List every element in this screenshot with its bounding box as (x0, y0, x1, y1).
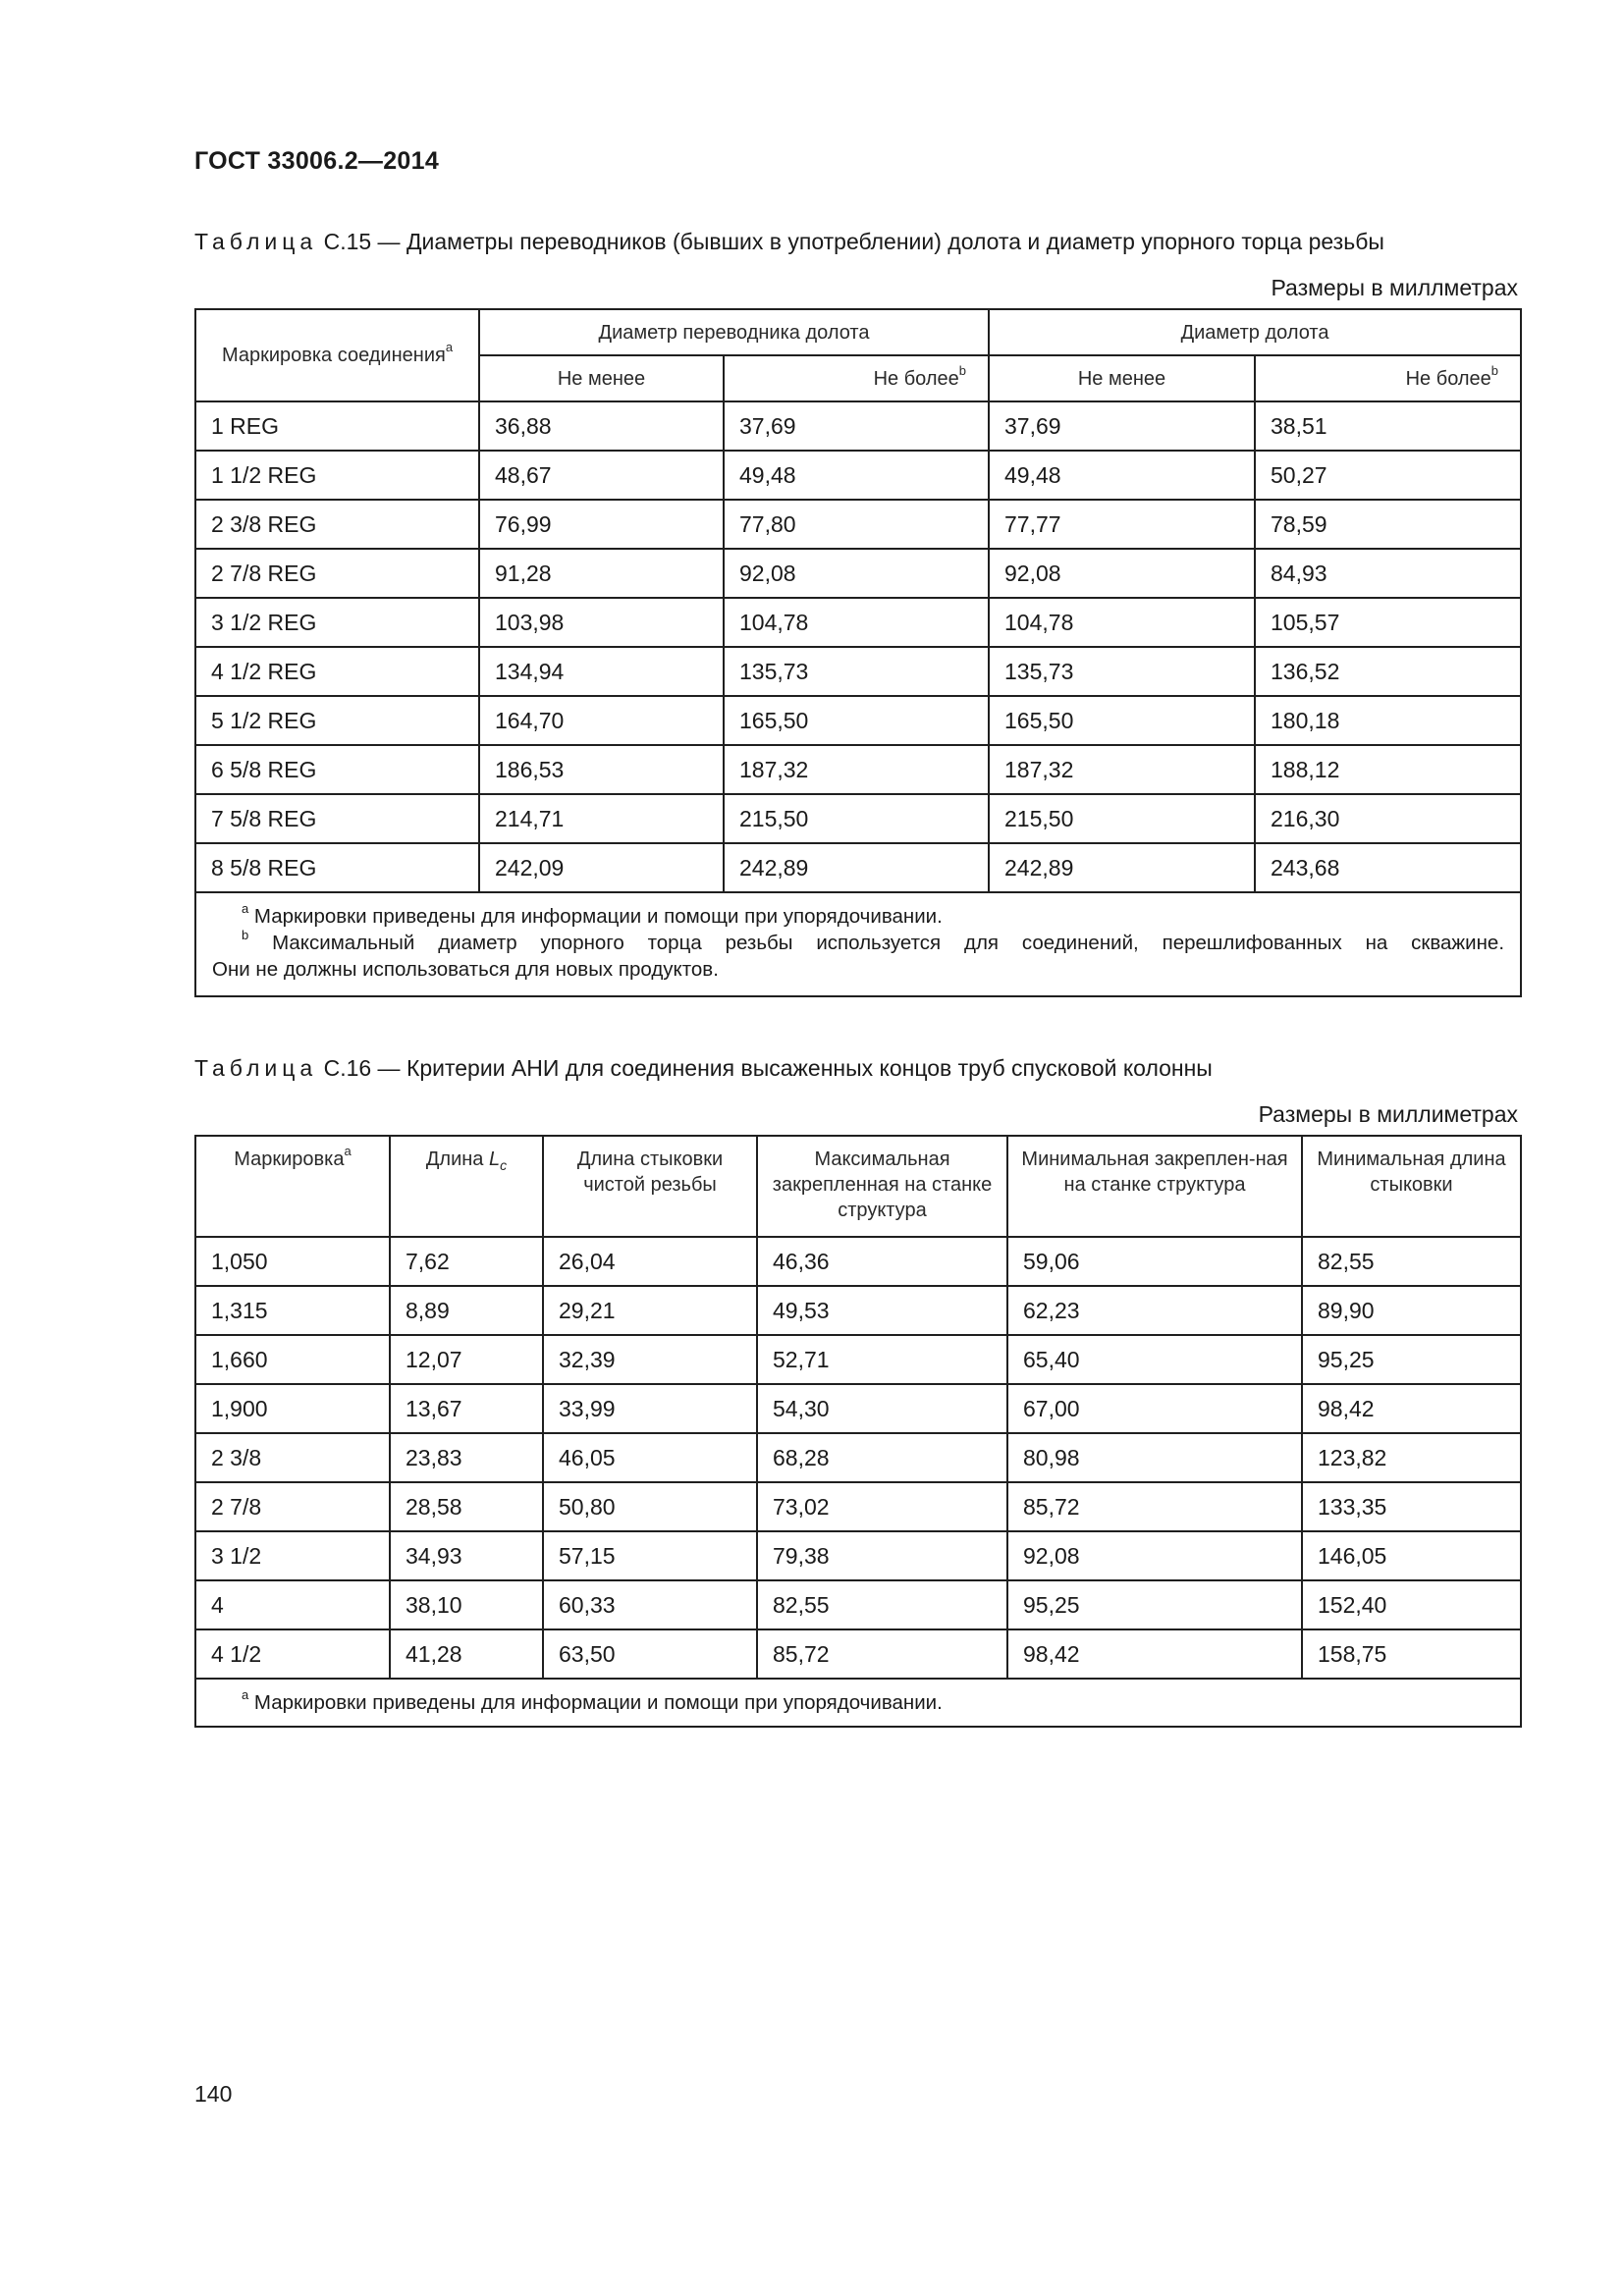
table-cell: 187,32 (989, 745, 1255, 794)
table-cell: 6 5/8 REG (195, 745, 479, 794)
table-cell: 104,78 (989, 598, 1255, 647)
table-cell: 8 5/8 REG (195, 843, 479, 892)
table-15-caption-text: С.15 — Диаметры переводников (бывших в употреблении) долота и диаметр упорного торца резьбы (317, 229, 1384, 254)
table-cell: 123,82 (1302, 1433, 1521, 1482)
table-row (195, 1531, 1521, 1580)
table-16 (194, 1135, 1522, 1728)
table-cell: 85,72 (1007, 1482, 1302, 1531)
table-cell: 104,78 (724, 598, 989, 647)
table-cell: 92,08 (989, 549, 1255, 598)
table-cell: 215,50 (989, 794, 1255, 843)
table-row (195, 843, 1521, 892)
table-row (195, 647, 1521, 696)
table-cell: 36,88 (479, 401, 724, 451)
table-cell: 68,28 (757, 1433, 1007, 1482)
footnote-b: $^b$ Максимальный диаметр упорного торца резьбы используется для соединений, перешлифованных на скважине. (242, 928, 1505, 954)
table-cell: 29,21 (543, 1286, 757, 1335)
table-cell: 243,68 (1255, 843, 1521, 892)
table-cell: 2 7/8 REG (195, 549, 479, 598)
table-cell: 49,48 (989, 451, 1255, 500)
table-cell: 214,71 (479, 794, 724, 843)
table-cell: 2 3/8 REG (195, 500, 479, 549)
table-cell: 46,05 (543, 1433, 757, 1482)
table-cell: 41,28 (390, 1629, 543, 1679)
table-cell: 59,06 (1007, 1237, 1302, 1286)
table-cell: 54,30 (757, 1384, 1007, 1433)
table-cell: 78,59 (1255, 500, 1521, 549)
page-number: 140 (194, 2081, 233, 2107)
table-cell: 135,73 (724, 647, 989, 696)
table-cell: 146,05 (1302, 1531, 1521, 1580)
table-cell: 92,08 (1007, 1531, 1302, 1580)
footnote-a: $^a$ Маркировки приведены для информации и помощи при упорядочивании. (242, 1687, 943, 1714)
table-cell: 133,35 (1302, 1482, 1521, 1531)
table-row (195, 598, 1521, 647)
table-cell: 82,55 (757, 1580, 1007, 1629)
table-cell: 242,09 (479, 843, 724, 892)
table-cell: 4 1/2 REG (195, 647, 479, 696)
table-16-caption-text: С.16 — Критерии АНИ для соединения высаженных концов труб спусковой колонны (317, 1055, 1213, 1081)
table-cell: 48,67 (479, 451, 724, 500)
table-cell: 57,15 (543, 1531, 757, 1580)
table-cell: 7,62 (390, 1237, 543, 1286)
table-cell: 103,98 (479, 598, 724, 647)
table-row (195, 696, 1521, 745)
table-16-caption-prefix: Таблица (194, 1055, 318, 1081)
table-row (195, 1237, 1521, 1286)
table-cell: 165,50 (724, 696, 989, 745)
table-cell: 95,25 (1007, 1580, 1302, 1629)
table-16-footnotes (195, 1679, 1521, 1727)
table-cell: 1,900 (195, 1384, 390, 1433)
col-header-sub-diameter: Диаметр переводника долота (479, 309, 989, 355)
table-cell: 216,30 (1255, 794, 1521, 843)
col-header-bit-min: Не менее (989, 355, 1255, 401)
table-row (195, 500, 1521, 549)
table-cell: 37,69 (724, 401, 989, 451)
table-cell: 46,36 (757, 1237, 1007, 1286)
table-cell: 77,80 (724, 500, 989, 549)
table-cell: 164,70 (479, 696, 724, 745)
table-row (195, 1580, 1521, 1629)
table-cell: 1 REG (195, 401, 479, 451)
table-16-units: Размеры в миллиметрах (1258, 1101, 1518, 1127)
table-cell: 23,83 (390, 1433, 543, 1482)
table-cell: 85,72 (757, 1629, 1007, 1679)
col-header-length: Длина $L_c$ (390, 1136, 543, 1237)
table-cell: 76,99 (479, 500, 724, 549)
table-cell: 98,42 (1302, 1384, 1521, 1433)
table-cell: 32,39 (543, 1335, 757, 1384)
table-row (195, 1384, 1521, 1433)
table-cell: 105,57 (1255, 598, 1521, 647)
table-cell: 67,00 (1007, 1384, 1302, 1433)
col-header-marking: Маркировка соединения$^a$ (195, 309, 479, 401)
table-cell: 60,33 (543, 1580, 757, 1629)
col-header-bit-max: Не более$^b$ (1255, 355, 1521, 401)
col-header-min-length: Минимальная длина стыковки (1302, 1136, 1521, 1237)
table-row (195, 1335, 1521, 1384)
table-cell: 12,07 (390, 1335, 543, 1384)
col-header-bit-diameter: Диаметр долота (989, 309, 1521, 355)
table-cell: 84,93 (1255, 549, 1521, 598)
col-header-clean-thread: Длина стыковки чистой резьбы (543, 1136, 757, 1237)
table-cell: 95,25 (1302, 1335, 1521, 1384)
table-row (195, 1482, 1521, 1531)
table-15-caption (194, 229, 1384, 255)
table-row (195, 401, 1521, 451)
document-id: ГОСТ 33006.2—2014 (194, 147, 440, 175)
table-cell: 136,52 (1255, 647, 1521, 696)
table-cell: 91,28 (479, 549, 724, 598)
table-16-caption (194, 1055, 1213, 1082)
table-cell: 98,42 (1007, 1629, 1302, 1679)
col-header-marking: Маркировка$^a$ (195, 1136, 390, 1237)
table-row (195, 1286, 1521, 1335)
table-cell: 242,89 (989, 843, 1255, 892)
col-header-min-structure: Минимальная закреплен-ная на станке структура (1007, 1136, 1302, 1237)
table-15-caption-prefix: Таблица (194, 229, 318, 254)
table-cell: 34,93 (390, 1531, 543, 1580)
table-cell: 28,58 (390, 1482, 543, 1531)
table-cell: 82,55 (1302, 1237, 1521, 1286)
table-row (195, 1433, 1521, 1482)
table-cell: 165,50 (989, 696, 1255, 745)
table-row (195, 549, 1521, 598)
table-cell: 180,18 (1255, 696, 1521, 745)
table-cell: 50,27 (1255, 451, 1521, 500)
table-cell: 134,94 (479, 647, 724, 696)
table-cell: 152,40 (1302, 1580, 1521, 1629)
table-cell: 4 (195, 1580, 390, 1629)
table-cell: 7 5/8 REG (195, 794, 479, 843)
table-cell: 8,89 (390, 1286, 543, 1335)
table-cell: 73,02 (757, 1482, 1007, 1531)
table-cell: 49,48 (724, 451, 989, 500)
table-cell: 3 1/2 (195, 1531, 390, 1580)
table-cell: 215,50 (724, 794, 989, 843)
table-cell: 50,80 (543, 1482, 757, 1531)
table-15-footnotes (195, 892, 1521, 996)
table-cell: 92,08 (724, 549, 989, 598)
table-cell: 37,69 (989, 401, 1255, 451)
table-cell: 187,32 (724, 745, 989, 794)
footnote-a: $^a$ Маркировки приведены для информации и помощи при упорядочивании. (242, 901, 943, 928)
table-15-units: Размеры в миллметрах (1271, 275, 1518, 300)
table-cell: 1,050 (195, 1237, 390, 1286)
table-cell: 2 3/8 (195, 1433, 390, 1482)
table-row (195, 451, 1521, 500)
table-cell: 4 1/2 (195, 1629, 390, 1679)
table-cell: 186,53 (479, 745, 724, 794)
table-cell: 80,98 (1007, 1433, 1302, 1482)
table-row (195, 1629, 1521, 1679)
col-header-max-structure: Максимальная закрепленная на станке структура (757, 1136, 1007, 1237)
table-cell: 188,12 (1255, 745, 1521, 794)
table-cell: 1,660 (195, 1335, 390, 1384)
table-cell: 63,50 (543, 1629, 757, 1679)
table-cell: 49,53 (757, 1286, 1007, 1335)
table-15 (194, 308, 1522, 997)
table-cell: 158,75 (1302, 1629, 1521, 1679)
col-header-sub-min: Не менее (479, 355, 724, 401)
table-cell: 135,73 (989, 647, 1255, 696)
footnote-b-continued: Они не должны использоваться для новых продуктов. (212, 958, 719, 981)
table-cell: 38,51 (1255, 401, 1521, 451)
table-cell: 2 7/8 (195, 1482, 390, 1531)
table-cell: 5 1/2 REG (195, 696, 479, 745)
table-cell: 26,04 (543, 1237, 757, 1286)
table-cell: 13,67 (390, 1384, 543, 1433)
table-cell: 62,23 (1007, 1286, 1302, 1335)
table-row (195, 745, 1521, 794)
table-row (195, 794, 1521, 843)
table-cell: 79,38 (757, 1531, 1007, 1580)
table-cell: 242,89 (724, 843, 989, 892)
table-cell: 33,99 (543, 1384, 757, 1433)
col-header-sub-max: Не более$^b$ (724, 355, 989, 401)
table-cell: 38,10 (390, 1580, 543, 1629)
table-cell: 65,40 (1007, 1335, 1302, 1384)
table-cell: 1 1/2 REG (195, 451, 479, 500)
table-cell: 3 1/2 REG (195, 598, 479, 647)
table-cell: 1,315 (195, 1286, 390, 1335)
table-cell: 89,90 (1302, 1286, 1521, 1335)
table-cell: 52,71 (757, 1335, 1007, 1384)
table-cell: 77,77 (989, 500, 1255, 549)
